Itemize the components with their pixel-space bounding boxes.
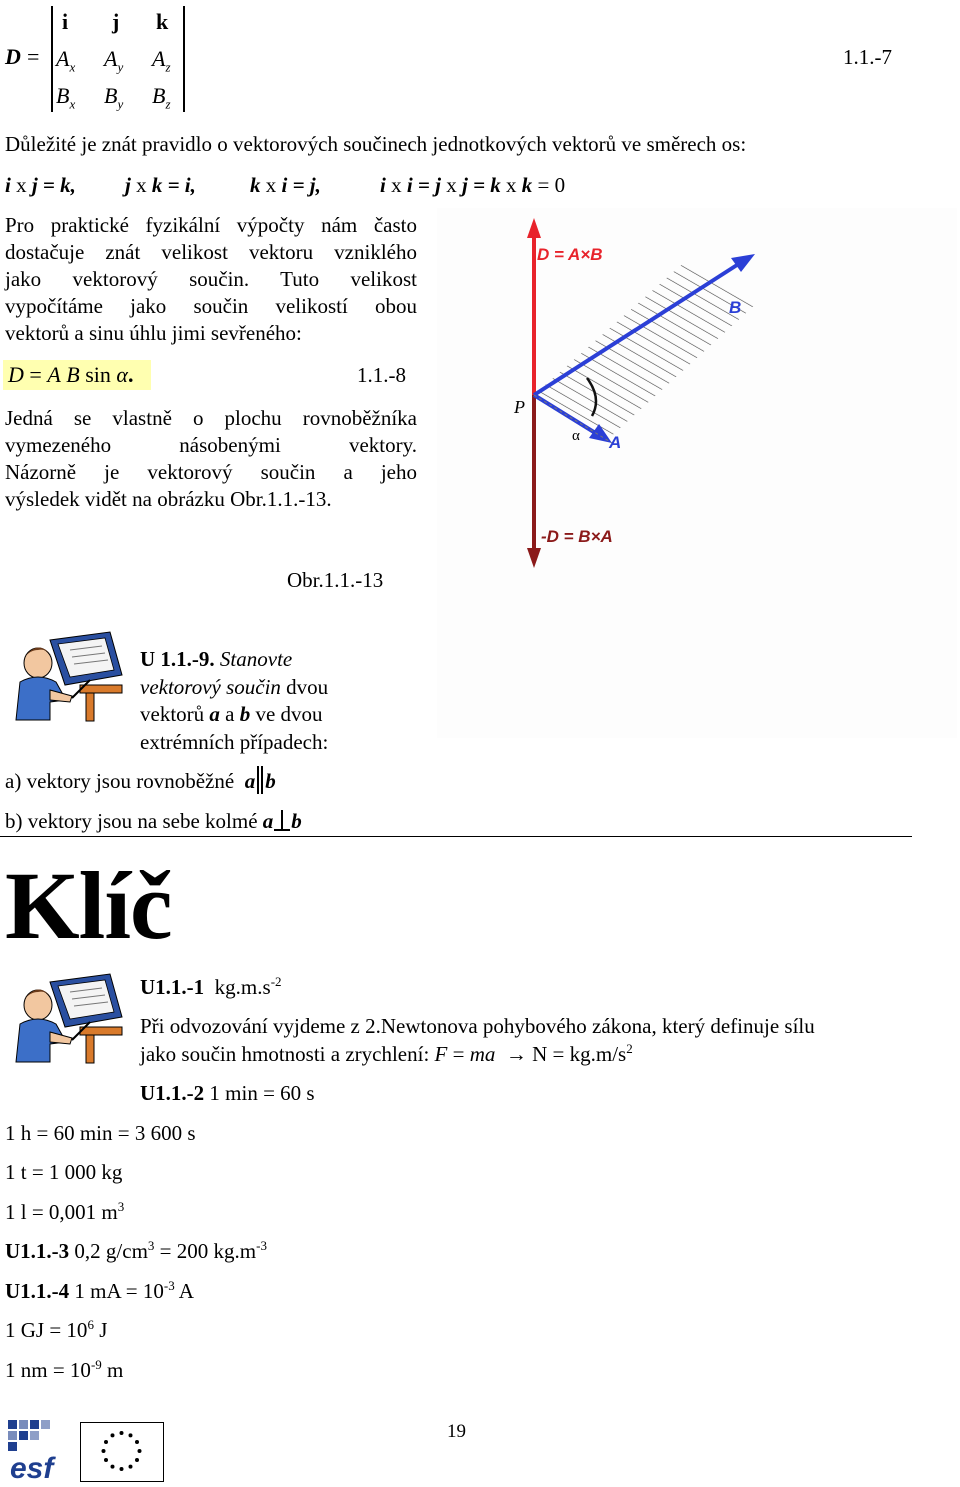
section-divider: [0, 836, 912, 837]
unit-vector-rules: [5, 172, 76, 199]
label-d-top: D = A×B: [537, 245, 603, 264]
label-b: B: [729, 298, 742, 317]
answer-ton: 1 t = 1 000 kg: [5, 1160, 123, 1184]
parallelogram-area: [534, 260, 757, 440]
esf-logo-text: esf: [10, 1452, 54, 1482]
task-line-2: vektorový součin dvou: [140, 675, 329, 699]
student-studying-icon: [10, 972, 128, 1067]
eq-number-7: 1.1.-7: [843, 45, 892, 69]
rule-4: i x i = j x j = k x k = 0: [380, 173, 566, 197]
para1-line: jako vektorový součin. Tuto velikost: [5, 267, 417, 291]
rule-2: j x k = i,: [125, 173, 196, 197]
rule-intro: Důležité je znát pravidlo o vektorových součinech jednotkových vektorů ve směrech os:: [5, 132, 747, 156]
answer-gigajoule: 1 GJ = $10^6$ J: [5, 1317, 108, 1342]
eq-number-8: 1.1.-8: [357, 363, 406, 387]
answer-u1-explanation-2: jako součin hmotnosti a zrychlení: F = ma → $N = kg.m/s^2$: [140, 1041, 633, 1066]
answer-liter: 1 l = 0,001 $m^3$: [5, 1199, 125, 1224]
eu-flag-logo: [80, 1422, 164, 1482]
task-case-b: b) vektory jsou na sebe kolmé a b: [5, 809, 302, 833]
task-line-1: U 1.1.-9. Stanovte: [140, 647, 293, 671]
para1-line: dostačuje znát velikost vektoru vzniklého: [5, 240, 417, 264]
key-heading: Klíč: [5, 852, 172, 959]
answer-u1-explanation-1: Při odvozování vyjdeme z 2.Newtonova pohybového zákona, který definuje sílu: [140, 1014, 815, 1038]
answer-u4: U1.1.-4 1 mA = $10^{-3}$ A: [5, 1278, 194, 1303]
answer-u2: U1.1.-2 1 min = 60 s: [140, 1081, 315, 1105]
answer-hour: 1 h = 60 min = 3 600 s: [5, 1121, 196, 1145]
answer-nanometer: 1 nm = $10^{-9}$ m: [5, 1357, 124, 1382]
task-case-a: a) vektory jsou rovnoběžné a b: [5, 768, 276, 795]
det-equals: =: [27, 44, 40, 69]
para2-line: Názorně je vektorový součin a jeho: [5, 460, 417, 484]
vector-b-arrowhead: [731, 254, 755, 272]
para2-line: Jedná se vlastně o plochu rovnoběžníka: [5, 406, 417, 430]
rule-1: i x j = k,: [5, 173, 76, 197]
para1-line: vypočítáme jako součin velikostí obou: [5, 294, 417, 318]
student-studying-icon: [10, 630, 128, 725]
det-r1c2: j: [112, 9, 120, 34]
det-r1c3: k: [156, 9, 169, 34]
label-alpha: α: [572, 428, 580, 444]
det-r3c1: $B_x$: [56, 83, 76, 112]
arrow-right-icon: →: [505, 1042, 527, 1066]
task-line-4: extrémních případech:: [140, 730, 329, 754]
rule-3: k x i = j,: [250, 173, 321, 197]
det-bar-right: [183, 6, 185, 112]
task-line-3: vektorů a a b ve dvou: [140, 702, 323, 726]
det-r3c3: $B_z$: [152, 83, 171, 112]
page-number: 19: [447, 1421, 466, 1442]
para2-line: vymezeného násobenými vektory.: [5, 433, 417, 457]
det-r2c1: $A_x$: [56, 46, 76, 75]
eu-stars-icon: [102, 1431, 142, 1471]
para2-line: výsledek vidět na obrázku Obr.1.1.-13.: [5, 487, 332, 511]
answer-u1: U1.1.-1 $kg.m.s^{-2}$: [140, 974, 282, 999]
det-r2c2: $A_y$: [104, 46, 124, 75]
det-r2c3: $A_z$: [152, 46, 171, 75]
para1-line: vektorů a sinu úhlu jimi sevřeného:: [5, 321, 302, 345]
para1-line: Pro praktické fyzikální výpočty nám často: [5, 213, 417, 237]
formula-magnitude: D = A B sin α.: [8, 362, 134, 387]
vector-d-arrowhead: [527, 218, 541, 238]
det-lhs: D: [5, 44, 21, 69]
cross-product-figure: [437, 208, 957, 738]
esf-logo: [6, 1418, 76, 1482]
det-r3c2: $B_y$: [104, 83, 124, 112]
cross-product-diagram: [437, 208, 957, 738]
det-bar-left: [51, 6, 53, 112]
figure-caption: Obr.1.1.-13: [287, 568, 384, 592]
label-d-bottom: -D = B×A: [541, 527, 613, 546]
answer-u3: U1.1.-3 0,2 $g/cm^3 = 200$ $kg.m^{-3}$: [5, 1238, 267, 1263]
label-p: P: [514, 397, 525, 417]
label-a: A: [609, 433, 622, 452]
det-r1c1: i: [62, 9, 69, 34]
vector-minus-d-arrowhead: [527, 548, 541, 568]
